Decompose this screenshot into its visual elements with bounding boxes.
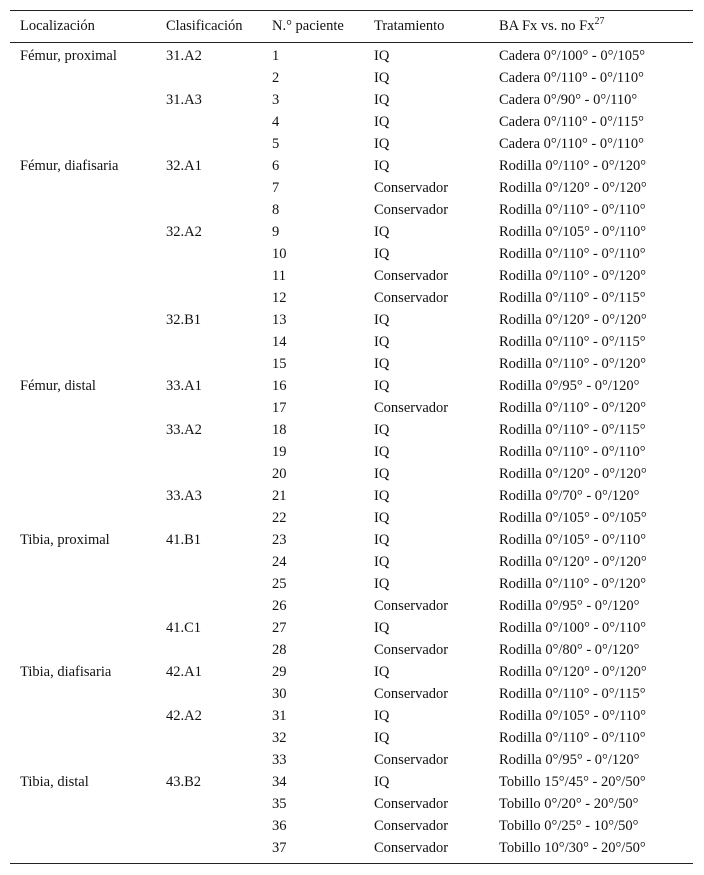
cell-paciente: 23 — [272, 532, 287, 548]
header-ba — [489, 11, 693, 43]
table-row — [10, 43, 693, 68]
header-tratamiento: Tratamiento — [364, 11, 489, 43]
table-row — [10, 595, 693, 617]
cell-ba: Tobillo 10°/30° - 20°/50° — [489, 837, 693, 864]
table-row — [10, 617, 693, 639]
cell-ba: Rodilla 0°/110° - 0°/110° — [499, 246, 646, 262]
cell-clasificacion — [156, 67, 262, 89]
cell-localizacion — [10, 133, 156, 155]
cell-clasificacion — [156, 397, 262, 419]
cell-localizacion — [10, 67, 156, 89]
table-row — [10, 243, 693, 265]
cell-clasificacion: 43.B2 — [166, 774, 202, 790]
cell-clasificacion: 32.B1 — [166, 312, 202, 328]
cell-paciente: 10 — [272, 246, 287, 262]
cell-paciente: 3 — [272, 92, 280, 108]
cell-tratamiento: IQ — [374, 730, 390, 746]
cell-paciente: 34 — [272, 774, 287, 790]
cell-localizacion — [10, 463, 156, 485]
table-row — [10, 749, 693, 771]
cell-paciente: 1 — [272, 48, 280, 64]
header-ba-label: BA Fx vs. no Fx — [499, 18, 595, 34]
cell-clasificacion — [156, 243, 262, 265]
header-localizacion: Localización — [10, 11, 156, 43]
cell-tratamiento: Conservador — [374, 796, 449, 812]
cell-tratamiento: IQ — [374, 334, 390, 350]
table-row — [10, 67, 693, 89]
cell-localizacion — [10, 507, 156, 529]
table-row — [10, 133, 693, 155]
cell-ba: Rodilla 0°/95° - 0°/120° — [499, 598, 640, 614]
cell-clasificacion — [156, 265, 262, 287]
table-row — [10, 177, 693, 199]
cell-paciente: 37 — [262, 837, 364, 864]
cell-ba: Rodilla 0°/120° - 0°/120° — [499, 180, 647, 196]
cell-ba: Rodilla 0°/110° - 0°/115° — [499, 290, 646, 306]
cell-paciente: 16 — [272, 378, 287, 394]
cell-paciente: 26 — [272, 598, 287, 614]
cell-tratamiento: IQ — [374, 92, 390, 108]
cell-localizacion — [10, 441, 156, 463]
cell-tratamiento: Conservador — [374, 642, 449, 658]
cell-paciente: 18 — [272, 422, 287, 438]
table-row — [10, 375, 693, 397]
cell-clasificacion: 41.B1 — [166, 532, 202, 548]
table-row — [10, 573, 693, 595]
cell-tratamiento: IQ — [374, 708, 390, 724]
cell-localizacion — [10, 353, 156, 375]
cell-tratamiento: IQ — [374, 664, 390, 680]
cell-ba: Rodilla 0°/110° - 0°/110° — [499, 444, 646, 460]
table-row — [10, 551, 693, 573]
cell-localizacion — [10, 639, 156, 661]
cell-clasificacion — [156, 331, 262, 353]
cell-clasificacion — [156, 133, 262, 155]
cell-clasificacion: 33.A3 — [166, 488, 202, 504]
cell-ba: Rodilla 0°/110° - 0°/120° — [499, 356, 647, 372]
table-row — [10, 309, 693, 331]
cell-localizacion — [10, 573, 156, 595]
cell-ba: Rodilla 0°/110° - 0°/115° — [499, 686, 646, 702]
table-body — [10, 43, 693, 864]
table-row — [10, 331, 693, 353]
cell-tratamiento: Conservador — [364, 837, 489, 864]
cell-ba: Rodilla 0°/110° - 0°/115° — [499, 334, 646, 350]
cell-ba: Rodilla 0°/110° - 0°/120° — [499, 576, 647, 592]
table-row — [10, 507, 693, 529]
cell-paciente: 12 — [272, 290, 287, 306]
cell-localizacion — [10, 551, 156, 573]
cell-paciente: 22 — [272, 510, 287, 526]
cell-clasificacion — [156, 837, 262, 864]
cell-ba: Rodilla 0°/120° - 0°/120° — [499, 466, 647, 482]
cell-tratamiento: IQ — [374, 466, 390, 482]
cell-paciente: 2 — [272, 70, 280, 86]
cell-tratamiento: IQ — [374, 378, 390, 394]
cell-localizacion — [10, 419, 156, 441]
results-table — [10, 10, 693, 864]
cell-clasificacion — [156, 683, 262, 705]
table-row — [10, 419, 693, 441]
cell-tratamiento: Conservador — [374, 686, 449, 702]
cell-tratamiento: Conservador — [374, 290, 449, 306]
table-row — [10, 221, 693, 243]
cell-localizacion — [10, 485, 156, 507]
cell-tratamiento: IQ — [374, 422, 390, 438]
cell-ba: Rodilla 0°/95° - 0°/120° — [499, 752, 640, 768]
cell-paciente: 28 — [272, 642, 287, 658]
cell-ba: Rodilla 0°/100° - 0°/110° — [499, 620, 647, 636]
cell-localizacion — [10, 221, 156, 243]
table-row — [10, 815, 693, 837]
cell-clasificacion — [156, 727, 262, 749]
cell-ba: Cadera 0°/110° - 0°/110° — [499, 70, 644, 86]
header-clasificacion: Clasificación — [156, 11, 262, 43]
cell-tratamiento: IQ — [374, 114, 390, 130]
cell-localizacion — [10, 199, 156, 221]
cell-clasificacion: 33.A1 — [166, 378, 202, 394]
cell-paciente: 24 — [272, 554, 287, 570]
cell-paciente: 35 — [272, 796, 287, 812]
cell-ba: Rodilla 0°/105° - 0°/110° — [499, 224, 647, 240]
cell-clasificacion — [156, 287, 262, 309]
cell-ba: Rodilla 0°/110° - 0°/120° — [499, 400, 647, 416]
cell-paciente: 17 — [272, 400, 287, 416]
cell-paciente: 8 — [272, 202, 280, 218]
cell-paciente: 15 — [272, 356, 287, 372]
cell-clasificacion: 31.A3 — [166, 92, 202, 108]
table-row — [10, 111, 693, 133]
cell-clasificacion: 41.C1 — [166, 620, 202, 636]
cell-ba: Tobillo 0°/20° - 20°/50° — [499, 796, 639, 812]
cell-tratamiento: Conservador — [374, 818, 449, 834]
cell-tratamiento: IQ — [374, 246, 390, 262]
header-ba-superscript: 27 — [594, 16, 605, 28]
cell-paciente: 32 — [272, 730, 287, 746]
cell-clasificacion: 42.A2 — [166, 708, 202, 724]
cell-ba: Rodilla 0°/110° - 0°/120° — [499, 158, 647, 174]
cell-paciente: 19 — [272, 444, 287, 460]
cell-tratamiento: IQ — [374, 774, 390, 790]
cell-tratamiento: IQ — [374, 70, 390, 86]
cell-clasificacion — [156, 793, 262, 815]
cell-tratamiento: IQ — [374, 312, 390, 328]
cell-ba: Cadera 0°/110° - 0°/110° — [499, 136, 644, 152]
table-row — [10, 727, 693, 749]
cell-clasificacion — [156, 573, 262, 595]
cell-paciente: 30 — [272, 686, 287, 702]
cell-ba: Rodilla 0°/70° - 0°/120° — [499, 488, 640, 504]
cell-ba: Cadera 0°/100° - 0°/105° — [499, 48, 646, 64]
cell-localizacion — [10, 287, 156, 309]
cell-ba: Rodilla 0°/110° - 0°/115° — [499, 422, 646, 438]
cell-clasificacion — [156, 111, 262, 133]
cell-tratamiento: Conservador — [374, 598, 449, 614]
cell-paciente: 29 — [272, 664, 287, 680]
cell-clasificacion — [156, 815, 262, 837]
cell-ba: Rodilla 0°/120° - 0°/120° — [499, 554, 647, 570]
cell-tratamiento: IQ — [374, 224, 390, 240]
cell-paciente: 33 — [272, 752, 287, 768]
table-row — [10, 837, 693, 864]
table-row — [10, 155, 693, 177]
cell-ba: Tobillo 15°/45° - 20°/50° — [499, 774, 646, 790]
cell-localizacion — [10, 177, 156, 199]
cell-clasificacion — [156, 551, 262, 573]
cell-ba: Rodilla 0°/105° - 0°/110° — [499, 532, 647, 548]
cell-paciente: 11 — [272, 268, 286, 284]
cell-ba: Rodilla 0°/105° - 0°/105° — [499, 510, 647, 526]
cell-clasificacion: 32.A1 — [166, 158, 202, 174]
cell-paciente: 25 — [272, 576, 287, 592]
cell-localizacion: Tibia, proximal — [20, 532, 110, 548]
results-table-container — [10, 10, 693, 864]
cell-localizacion — [10, 265, 156, 287]
cell-paciente: 6 — [272, 158, 280, 174]
table-row — [10, 485, 693, 507]
cell-paciente: 5 — [272, 136, 280, 152]
table-row — [10, 397, 693, 419]
cell-tratamiento: Conservador — [374, 202, 449, 218]
cell-clasificacion: 33.A2 — [166, 422, 202, 438]
cell-ba: Tobillo 0°/25° - 10°/50° — [499, 818, 639, 834]
cell-paciente: 31 — [272, 708, 287, 724]
cell-ba: Cadera 0°/110° - 0°/115° — [499, 114, 644, 130]
table-row — [10, 639, 693, 661]
table-row — [10, 705, 693, 727]
cell-paciente: 4 — [272, 114, 280, 130]
cell-clasificacion — [156, 353, 262, 375]
cell-localizacion — [10, 111, 156, 133]
cell-clasificacion — [156, 441, 262, 463]
table-row — [10, 793, 693, 815]
cell-tratamiento: IQ — [374, 576, 390, 592]
cell-clasificacion — [156, 463, 262, 485]
cell-paciente: 27 — [272, 620, 287, 636]
cell-ba: Rodilla 0°/120° - 0°/120° — [499, 664, 647, 680]
cell-paciente: 13 — [272, 312, 287, 328]
cell-ba: Rodilla 0°/110° - 0°/110° — [499, 202, 646, 218]
cell-tratamiento: IQ — [374, 620, 390, 636]
table-row — [10, 265, 693, 287]
cell-tratamiento: Conservador — [374, 752, 449, 768]
cell-clasificacion — [156, 199, 262, 221]
table-row — [10, 199, 693, 221]
cell-clasificacion — [156, 177, 262, 199]
cell-ba: Cadera 0°/90° - 0°/110° — [499, 92, 638, 108]
cell-clasificacion: 32.A2 — [166, 224, 202, 240]
cell-paciente: 20 — [272, 466, 287, 482]
cell-tratamiento: Conservador — [374, 400, 449, 416]
table-row — [10, 529, 693, 551]
table-row — [10, 661, 693, 683]
cell-tratamiento: Conservador — [374, 268, 449, 284]
cell-paciente: 36 — [272, 818, 287, 834]
cell-localizacion — [10, 397, 156, 419]
cell-localizacion — [10, 793, 156, 815]
cell-ba: Rodilla 0°/105° - 0°/110° — [499, 708, 647, 724]
table-row — [10, 353, 693, 375]
cell-tratamiento: IQ — [374, 510, 390, 526]
cell-localizacion — [10, 683, 156, 705]
cell-tratamiento: IQ — [374, 444, 390, 460]
cell-localizacion — [10, 309, 156, 331]
cell-tratamiento: IQ — [374, 356, 390, 372]
cell-localizacion — [10, 815, 156, 837]
cell-clasificacion: 42.A1 — [166, 664, 202, 680]
cell-clasificacion: 31.A2 — [166, 48, 202, 64]
table-row — [10, 683, 693, 705]
cell-localizacion: Fémur, proximal — [20, 48, 117, 64]
cell-ba: Rodilla 0°/95° - 0°/120° — [499, 378, 640, 394]
table-row — [10, 771, 693, 793]
table-header-row — [10, 11, 693, 43]
cell-tratamiento: IQ — [374, 48, 390, 64]
cell-localizacion — [10, 727, 156, 749]
cell-paciente: 21 — [272, 488, 287, 504]
cell-localizacion — [10, 617, 156, 639]
cell-tratamiento: IQ — [374, 158, 390, 174]
cell-tratamiento: IQ — [374, 488, 390, 504]
cell-ba: Rodilla 0°/120° - 0°/120° — [499, 312, 647, 328]
cell-paciente: 14 — [272, 334, 287, 350]
cell-tratamiento: Conservador — [374, 180, 449, 196]
cell-localizacion — [10, 705, 156, 727]
cell-localizacion: Fémur, diafisaria — [20, 158, 119, 174]
cell-clasificacion — [156, 749, 262, 771]
cell-clasificacion — [156, 507, 262, 529]
cell-ba: Rodilla 0°/110° - 0°/110° — [499, 730, 646, 746]
table-row — [10, 287, 693, 309]
table-row — [10, 89, 693, 111]
cell-localizacion — [10, 89, 156, 111]
cell-localizacion — [10, 331, 156, 353]
cell-ba: Rodilla 0°/80° - 0°/120° — [499, 642, 640, 658]
cell-paciente: 9 — [272, 224, 280, 240]
cell-localizacion — [10, 595, 156, 617]
cell-tratamiento: IQ — [374, 554, 390, 570]
cell-clasificacion — [156, 639, 262, 661]
table-row — [10, 441, 693, 463]
table-row — [10, 463, 693, 485]
cell-localizacion — [10, 243, 156, 265]
cell-tratamiento: IQ — [374, 136, 390, 152]
cell-localizacion: Tibia, diafisaria — [20, 664, 112, 680]
cell-ba: Rodilla 0°/110° - 0°/120° — [499, 268, 647, 284]
cell-localizacion — [10, 749, 156, 771]
cell-paciente: 7 — [272, 180, 280, 196]
cell-tratamiento: IQ — [374, 532, 390, 548]
cell-localizacion: Tibia, distal — [20, 774, 89, 790]
cell-localizacion: Fémur, distal — [20, 378, 96, 394]
cell-clasificacion — [156, 595, 262, 617]
cell-localizacion — [10, 837, 156, 864]
header-paciente: N.° paciente — [262, 11, 364, 43]
